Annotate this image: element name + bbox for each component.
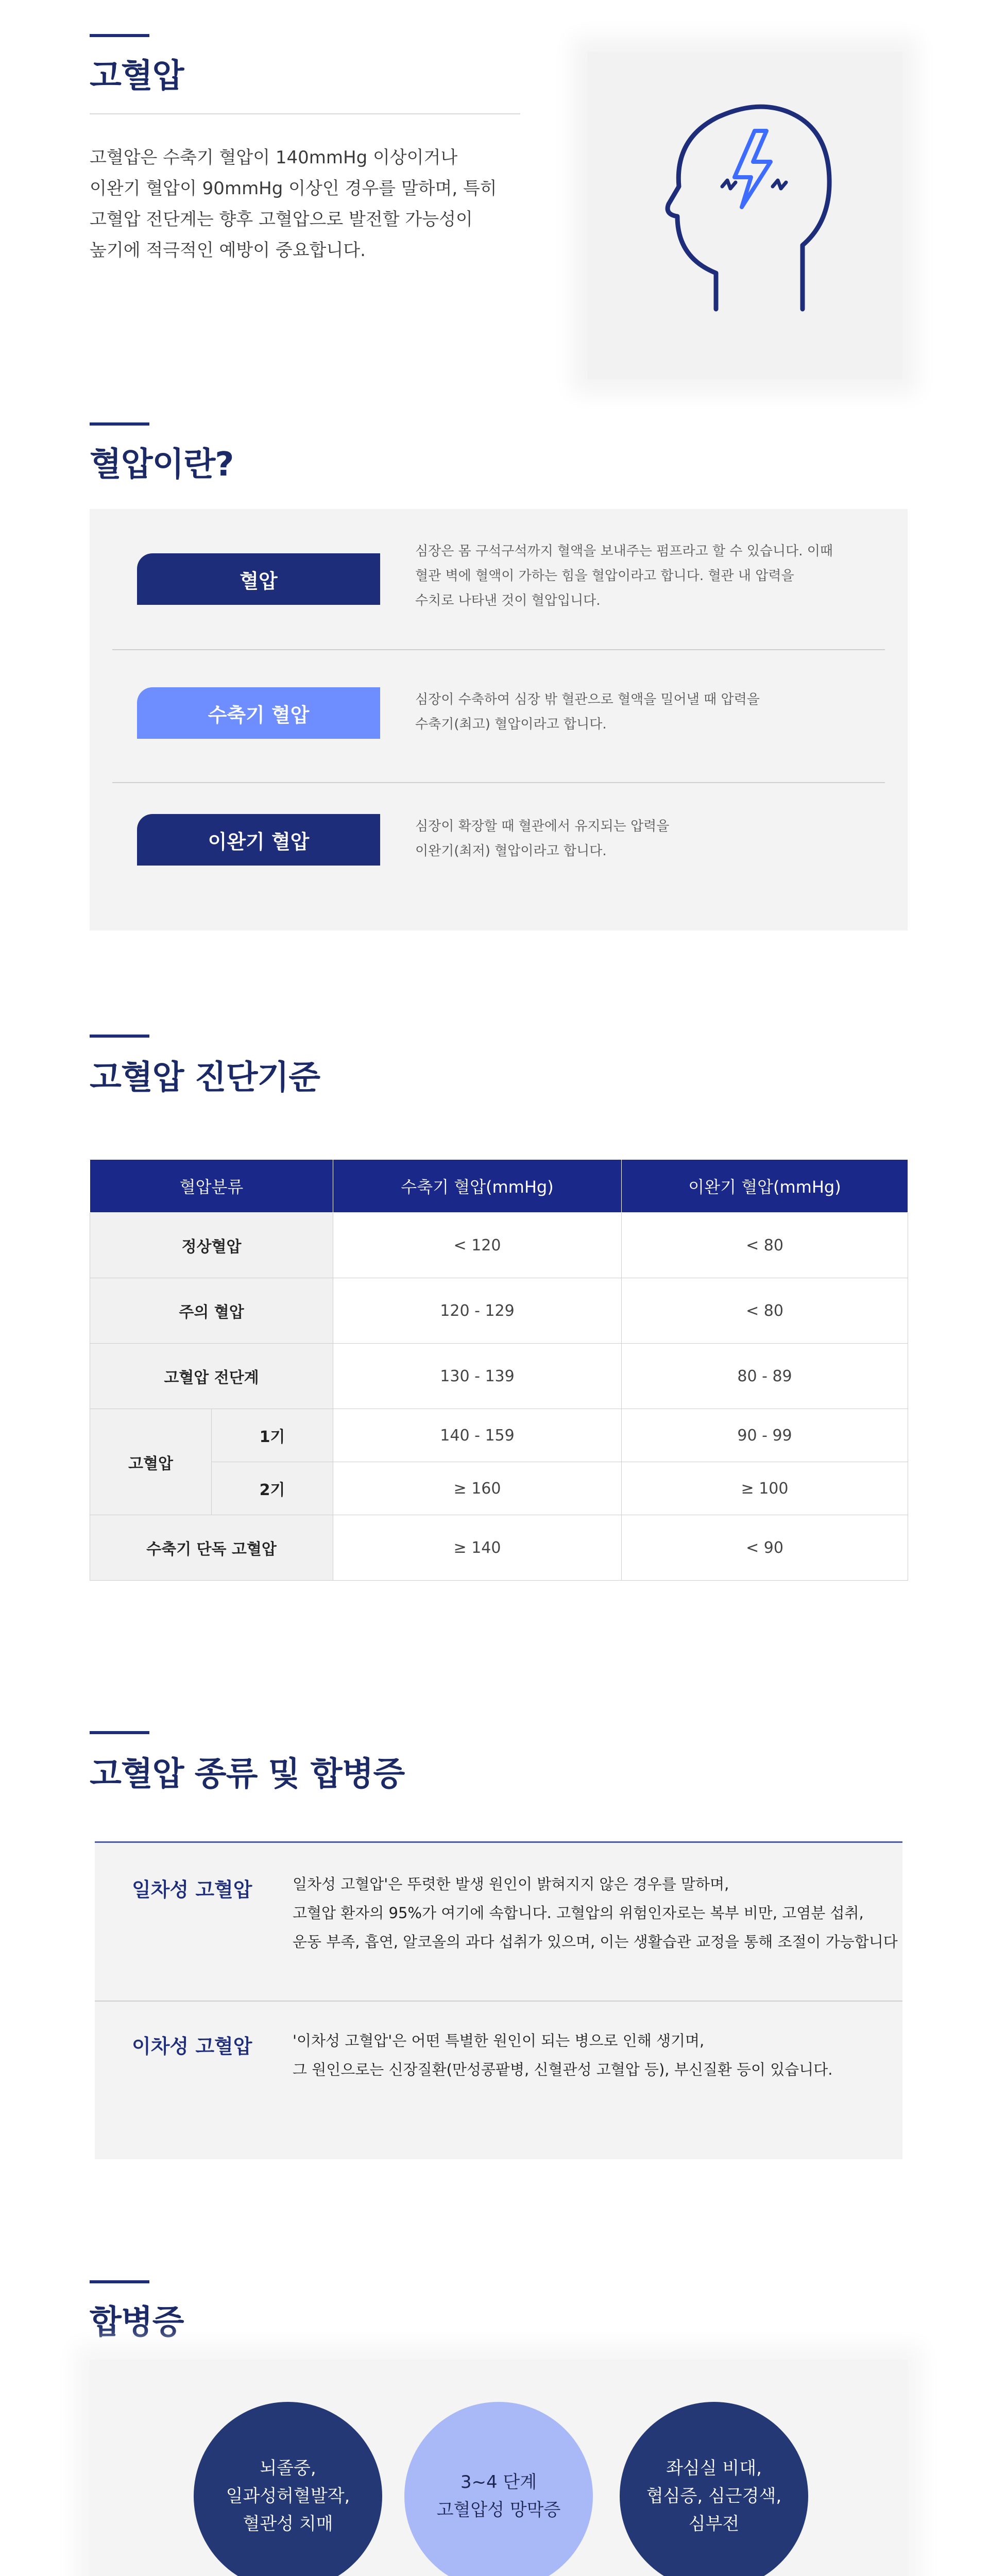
- head-lightning-icon: [587, 52, 902, 379]
- description-line: 일차성 고혈압'은 뚜렷한 발생 원인이 밝혀지지 않은 경우를 말하며,: [293, 1875, 729, 1893]
- label-blood-pressure: 혈압: [137, 553, 380, 605]
- title-divider: [90, 113, 520, 114]
- row-label: 고혈압: [90, 1409, 212, 1515]
- description-line: 수치로 나타낸 것이 혈압입니다.: [415, 593, 601, 608]
- description-line: 심장이 확장할 때 혈관에서 유지되는 압력을: [415, 819, 670, 834]
- table-row: [90, 1344, 908, 1409]
- table-header-row: [90, 1160, 908, 1213]
- diastolic-value: ≥ 100: [622, 1462, 908, 1515]
- systolic-value: 140 - 159: [333, 1409, 622, 1462]
- intro-line: 고혈압 전단계는 향후 고혈압으로 발전할 가능성이: [90, 209, 473, 230]
- systolic-value: ≥ 140: [333, 1515, 622, 1581]
- label-secondary-hypertension: 이차성 고혈압: [132, 2035, 252, 2058]
- section-accent-bar: [90, 34, 149, 37]
- primary-description: [293, 1870, 898, 1956]
- circle-line: 일과성허혈발작,: [226, 2486, 350, 2506]
- table-row: [90, 1409, 908, 1462]
- circle-line: 혈관성 치매: [243, 2514, 333, 2534]
- circle-line: 협심증, 심근경색,: [646, 2486, 782, 2506]
- section-accent-bar: [90, 422, 149, 426]
- divider: [95, 2001, 902, 2002]
- systolic-value: 120 - 129: [333, 1278, 622, 1344]
- row-label: 수축기 단독 고혈압: [90, 1515, 333, 1581]
- table-row: [90, 1515, 908, 1581]
- diastolic-description: [415, 814, 868, 863]
- page-title: 고혈압: [90, 57, 184, 95]
- row-label: 고혈압 전단계: [90, 1344, 333, 1409]
- row-label: 주의 혈압: [90, 1278, 333, 1344]
- intro-paragraph: [90, 142, 527, 266]
- diastolic-value: < 80: [622, 1278, 908, 1344]
- intro-line: 이완기 혈압이 90mmHg 이상인 경우를 말하며, 특히: [90, 178, 497, 199]
- section-title-types: 고혈압 종류 및 합병증: [90, 1755, 405, 1793]
- diastolic-value: < 80: [622, 1213, 908, 1278]
- circle-line: 좌심실 비대,: [666, 2458, 762, 2479]
- circle-line: 고혈압성 망막증: [436, 2500, 561, 2520]
- row-label: 정상혈압: [90, 1213, 333, 1278]
- description-line: 운동 부족, 흡연, 알코올의 과다 섭취가 있으며, 이는 생활습관 교정을 통해 조절이 가능합니다: [293, 1933, 898, 1951]
- circle-line: 뇌졸중,: [260, 2458, 316, 2479]
- label-primary-hypertension: 일차성 고혈압: [132, 1878, 252, 1901]
- diastolic-value: 90 - 99: [622, 1409, 908, 1462]
- divider: [112, 649, 885, 650]
- systolic-value: < 120: [333, 1213, 622, 1278]
- table-row: [90, 1462, 908, 1515]
- systolic-value: ≥ 160: [333, 1462, 622, 1515]
- systolic-description: [415, 687, 868, 737]
- circle-line: 3~4 단계: [460, 2472, 537, 2493]
- description-line: 그 원인으로는 신장질환(만성콩팥병, 신혈관성 고혈압 등), 부신질환 등이 있습니다.: [293, 2061, 833, 2078]
- systolic-value: 130 - 139: [333, 1344, 622, 1409]
- header-diastolic: 이완기 혈압(mmHg): [622, 1160, 908, 1213]
- label-diastolic: 이완기 혈압: [137, 814, 380, 866]
- stage-label: 1기: [212, 1409, 333, 1462]
- table-row: [90, 1278, 908, 1344]
- description-line: '이차성 고혈압'은 어떤 특별한 원인이 되는 병으로 인해 생기며,: [293, 2032, 705, 2049]
- table-row: [90, 1213, 908, 1278]
- diastolic-value: < 90: [622, 1515, 908, 1581]
- circle-line: 심부전: [688, 2514, 740, 2534]
- section-accent-bar: [90, 2280, 149, 2283]
- divider: [112, 782, 885, 783]
- header-classification: 혈압분류: [90, 1160, 333, 1213]
- section-title-definition: 혈압이란?: [90, 446, 234, 484]
- label-systolic: 수축기 혈압: [137, 687, 380, 739]
- criteria-table: [90, 1159, 908, 1581]
- definition-panel: [90, 509, 908, 930]
- intro-line: 높기에 적극적인 예방이 중요합니다.: [90, 240, 366, 261]
- stage-label: 2기: [212, 1462, 333, 1515]
- section-accent-bar: [90, 1035, 149, 1038]
- definition-description: [415, 539, 868, 613]
- section-title-criteria: 고혈압 진단기준: [90, 1059, 320, 1097]
- description-line: 심장이 수축하여 심장 밖 혈관으로 혈액을 밀어낼 때 압력을: [415, 692, 760, 707]
- section-title-complications: 합병증: [90, 2303, 184, 2342]
- description-line: 고혈압 환자의 95%가 여기에 속합니다. 고혈압의 위험인자로는 복부 비만, 고염분 섭취,: [293, 1904, 864, 1922]
- intro-line: 고혈압은 수축기 혈압이 140mmHg 이상이거나: [90, 147, 458, 168]
- description-line: 이완기(최저) 혈압이라고 합니다.: [415, 843, 607, 859]
- types-panel: [95, 1841, 902, 2159]
- description-line: 수축기(최고) 혈압이라고 합니다.: [415, 717, 607, 732]
- section-accent-bar: [90, 1731, 149, 1734]
- description-line: 혈관 벽에 혈액이 가하는 힘을 혈압이라고 합니다. 혈관 내 압력을: [415, 568, 794, 584]
- header-systolic: 수축기 혈압(mmHg): [333, 1160, 622, 1213]
- diastolic-value: 80 - 89: [622, 1344, 908, 1409]
- description-line: 심장은 몸 구석구석까지 혈액을 보내주는 펌프라고 할 수 있습니다. 이때: [415, 544, 833, 559]
- illustration-card: [587, 52, 902, 379]
- secondary-description: [293, 2026, 833, 2084]
